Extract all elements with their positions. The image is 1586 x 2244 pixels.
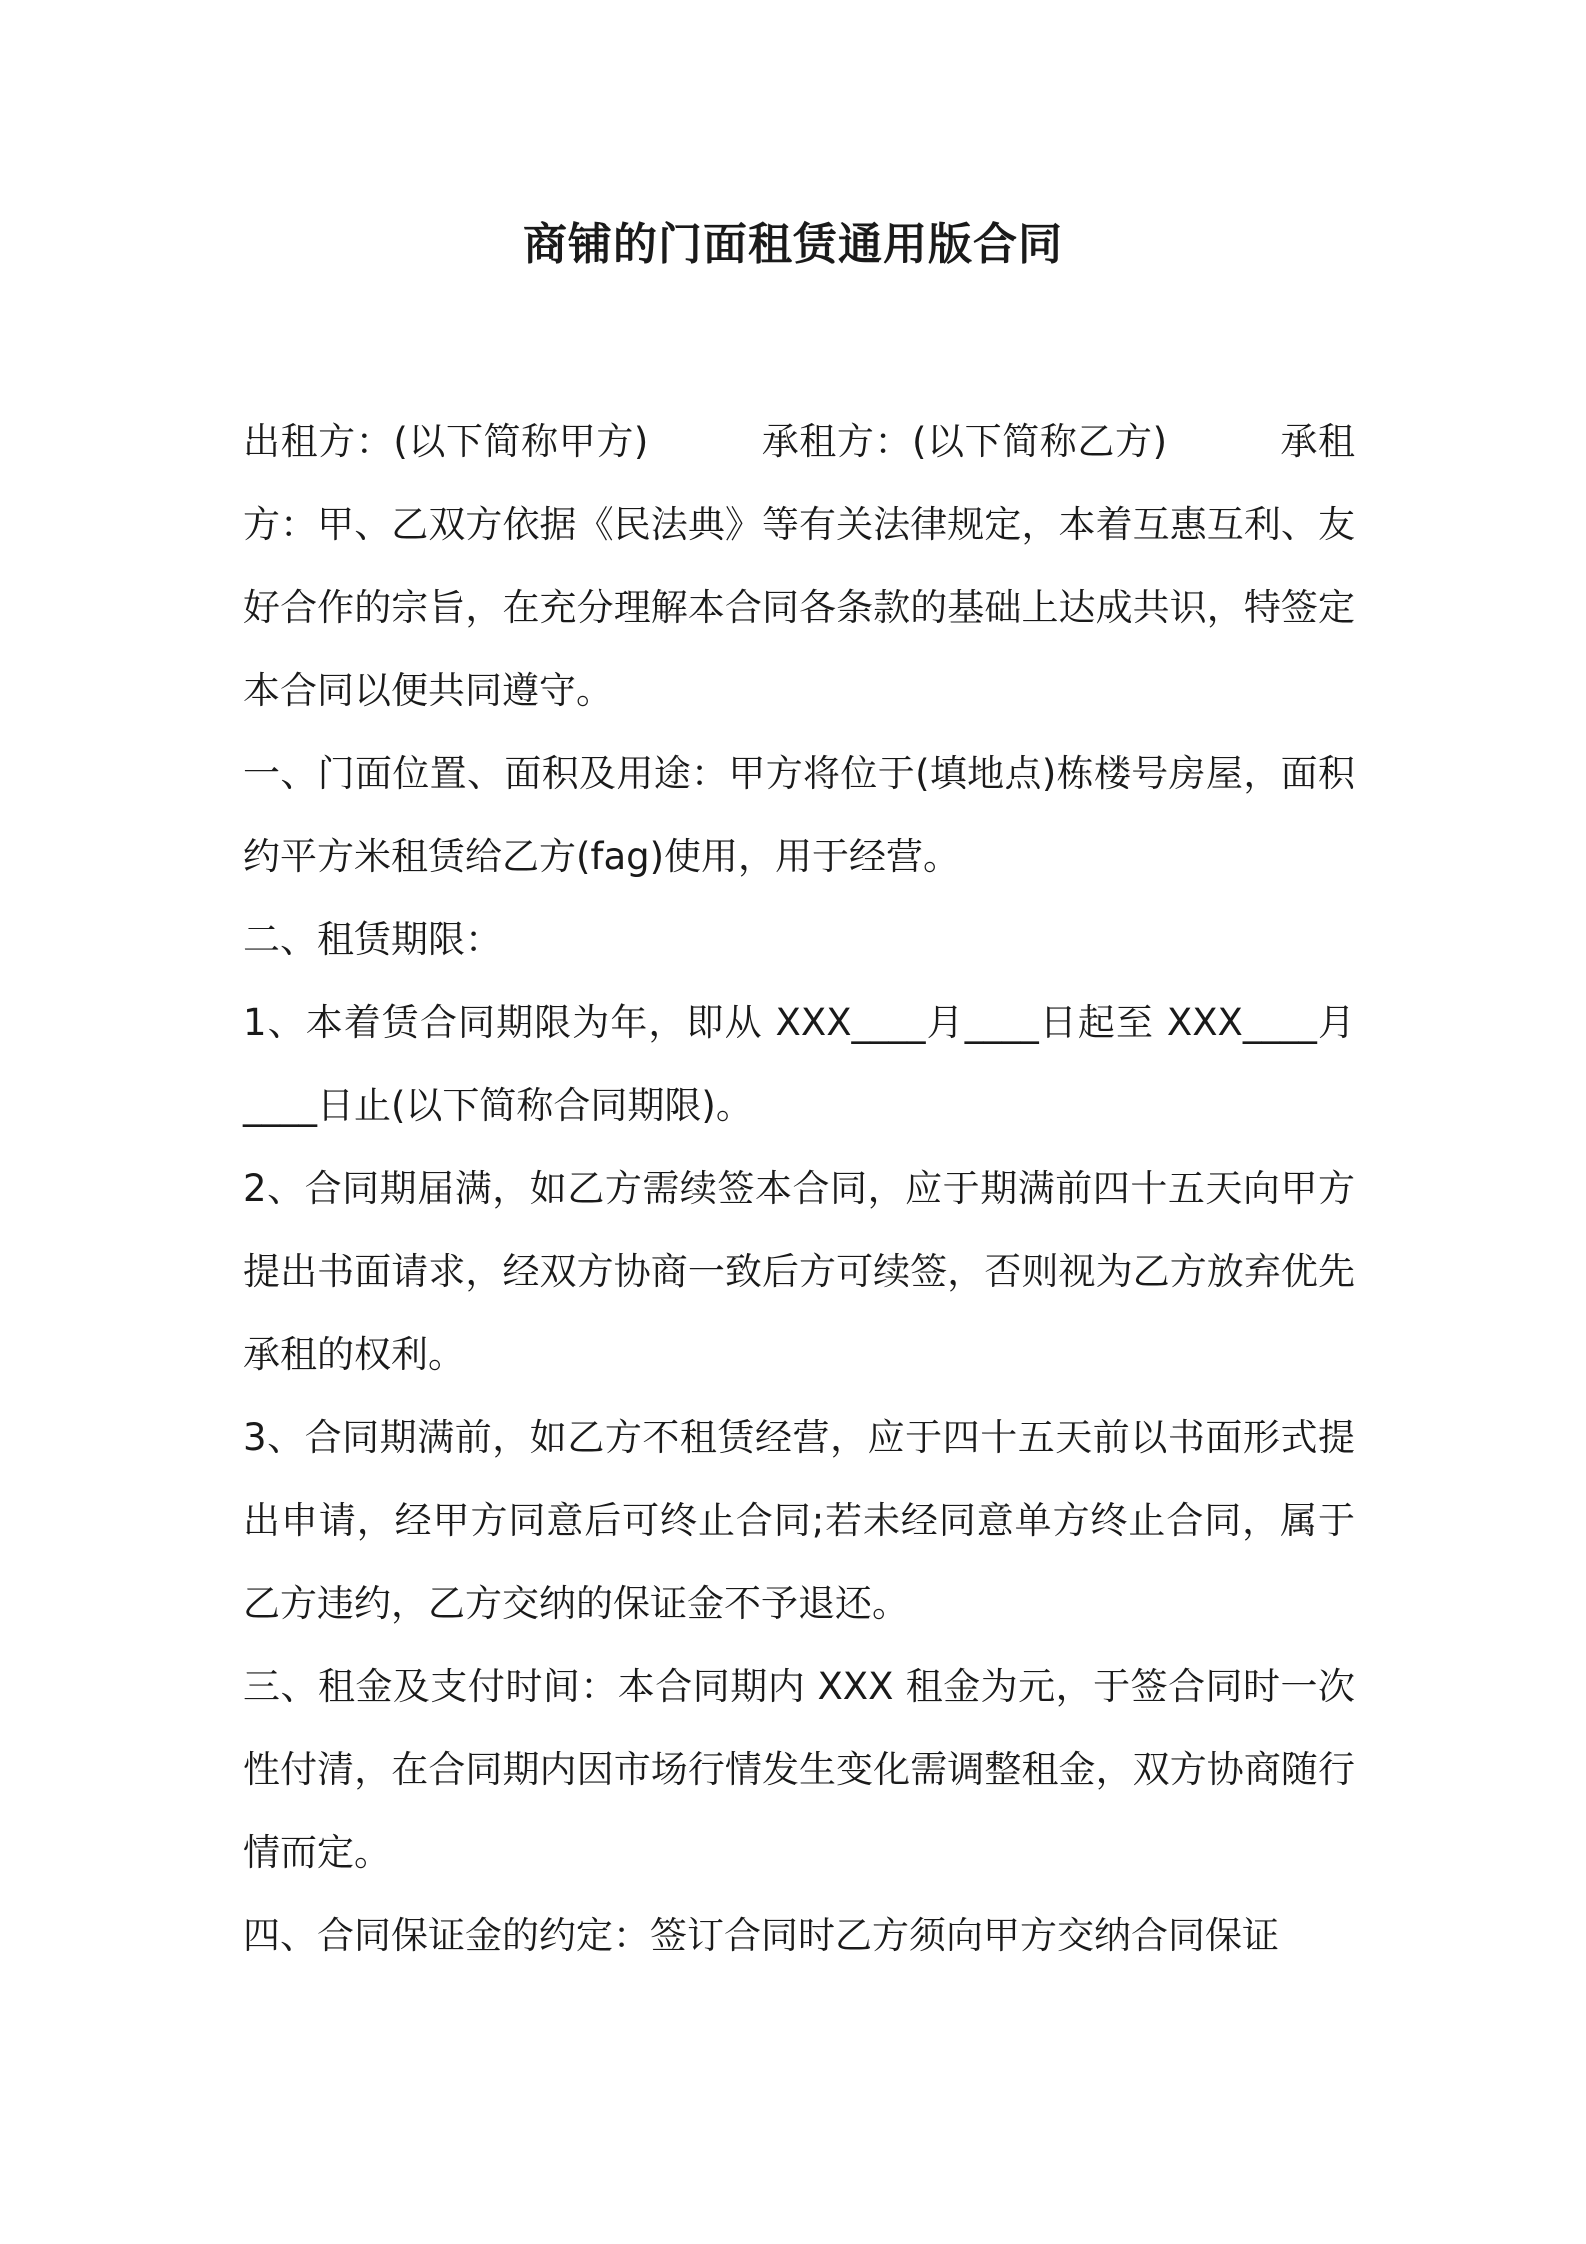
document-body bbox=[243, 400, 1355, 1977]
paragraph-clause-3-rent: 三、租金及支付时间：本合同期内 XXX 租金为元，于签合同时一次性付清，在合同期内因市场行情发生变化需调整租金，双方协商随行情而定。 bbox=[243, 1665, 1355, 1874]
paragraph-clause-1-location: 一、门面位置、面积及用途：甲方将位于(填地点)栋楼号房屋，面积约平方米租赁给乙方(fag)使用，用于经营。 bbox=[243, 752, 1355, 878]
paragraph-clause-2-2: 2、合同期届满，如乙方需续签本合同，应于期满前四十五天向甲方提出书面请求，经双方协商一致后方可续签，否则视为乙方放弃优先承租的权利。 bbox=[243, 1167, 1355, 1376]
paragraph-clause-2-1: 1、本着赁合同期限为年，即从 XXX____月____日起至 XXX____月____日止(以下简称合同期限)。 bbox=[243, 1001, 1355, 1127]
paragraph-clause-2-heading: 二、租赁期限： bbox=[243, 918, 502, 961]
paragraph-clause-2-3: 3、合同期满前，如乙方不租赁经营，应于四十五天前以书面形式提出申请，经甲方同意后可终止合同;若未经同意单方终止合同，属于乙方违约，乙方交纳的保证金不予退还。 bbox=[243, 1416, 1355, 1625]
paragraph-parties: 出租方：(以下简称甲方) 承租方：(以下简称乙方) 承租方：甲、乙双方依据《民法典》等有关法律规定，本着互惠互利、友好合作的宗旨，在充分理解本合同各条款的基础上达成共识，特签定本合同以便共同遵守。 bbox=[243, 420, 1355, 712]
document-title: 商铺的门面租赁通用版合同 bbox=[523, 219, 1063, 270]
paragraph-clause-4-deposit: 四、合同保证金的约定：签订合同时乙方须向甲方交纳合同保证 bbox=[243, 1914, 1279, 1957]
